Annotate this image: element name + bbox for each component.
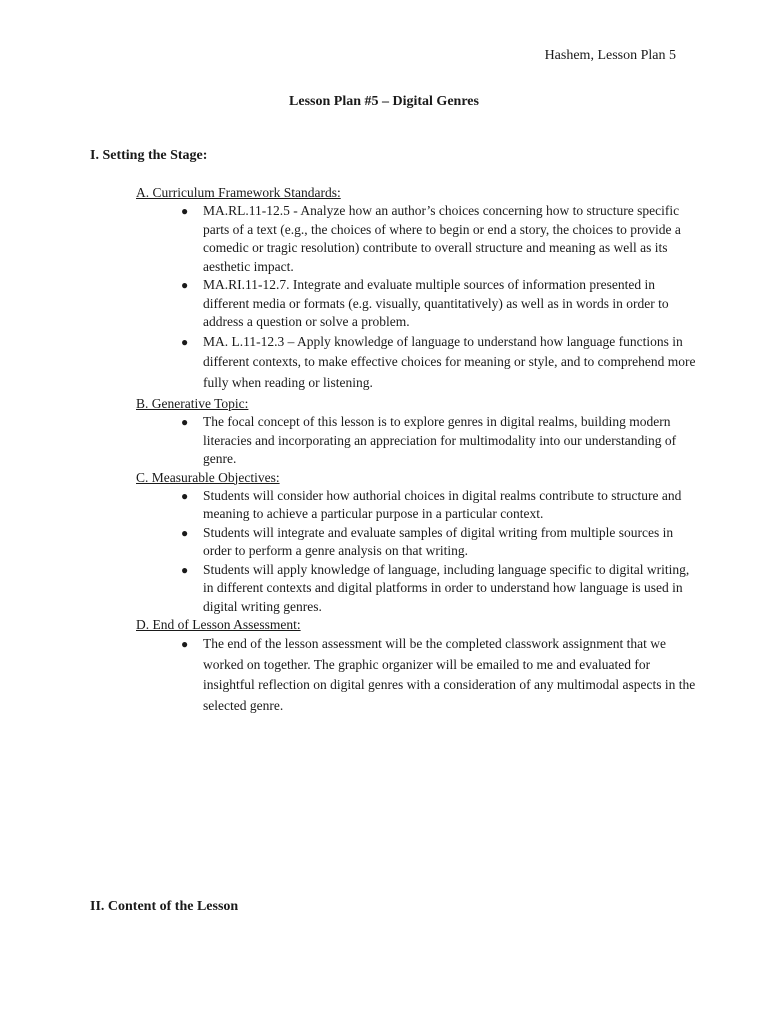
list-item xyxy=(181,332,696,394)
setting-the-stage-body xyxy=(136,184,696,716)
curriculum-standards-list xyxy=(136,202,696,393)
section-heading-content-of-lesson: II. Content of the Lesson xyxy=(90,899,239,914)
subheading-generative-topic: B. Generative Topic: xyxy=(136,396,249,411)
list-item xyxy=(181,524,696,561)
list-item xyxy=(181,202,696,276)
list-item xyxy=(181,413,696,469)
bullet-icon: ● xyxy=(181,637,189,651)
bullet-icon: ● xyxy=(181,525,189,540)
list-item-text: Students will consider how authorial choices in digital realms contribute to structure and meaning to achieve a particular purpose in a particular context. xyxy=(203,487,682,521)
measurable-objectives-list xyxy=(136,487,696,617)
bullet-icon: ● xyxy=(181,278,189,292)
running-head: Hashem, Lesson Plan 5 xyxy=(544,48,676,63)
subheading-curriculum-standards: A. Curriculum Framework Standards: xyxy=(136,185,341,200)
list-item-text: Students will integrate and evaluate samples of digital writing from multiple sources in order to perform a genre analysis on that writing. xyxy=(203,524,674,558)
subheading-end-of-lesson-assessment: D. End of Lesson Assessment: xyxy=(136,617,301,632)
list-item-text: Students will apply knowledge of language, including language specific to digital writing, in different contexts and digital platforms in order to understand how language is used in digital writing genres. xyxy=(203,561,690,614)
assessment-list xyxy=(136,634,696,716)
list-item-text: MA.RI.11-12.7. Integrate and evaluate multiple sources of information presented in different media or formats (e.g. visually, quantitatively) as well as in words in order to address a question or solve a problem. xyxy=(203,277,669,329)
list-item xyxy=(181,561,696,617)
list-item-text: The end of the lesson assessment will be the completed classwork assignment that we worked on together. The graphic organizer will be emailed to me and evaluated for insightful reflection on digital genres with a consideration of any multimodal aspects in the selected genre. xyxy=(203,636,696,713)
list-item xyxy=(181,276,696,332)
list-item-text: MA. L.11-12.3 – Apply knowledge of language to understand how language functions in different contexts, to make effective choices for meaning or style, and to comprehend more fully when reading or listening. xyxy=(203,333,696,390)
list-item-text: The focal concept of this lesson is to explore genres in digital realms, building modern literacies and incorporating an appreciation for multimodality into our understanding of genre. xyxy=(203,414,677,466)
list-item xyxy=(181,487,696,524)
bullet-icon: ● xyxy=(181,415,189,429)
document-title: Lesson Plan #5 – Digital Genres xyxy=(289,94,479,109)
bullet-icon: ● xyxy=(181,562,189,577)
generative-topic-list xyxy=(136,413,696,469)
section-heading-setting-the-stage: I. Setting the Stage: xyxy=(90,148,208,163)
list-item xyxy=(181,634,696,716)
bullet-icon: ● xyxy=(181,204,189,218)
subheading-measurable-objectives: C. Measurable Objectives: xyxy=(136,469,280,485)
bullet-icon: ● xyxy=(181,334,189,349)
list-item-text: MA.RL.11-12.5 - Analyze how an author’s choices concerning how to structure specific parts of a text (e.g., the choices of where to begin or end a story, the choices to provide a comedic or tragic resolution) contribute to overall structure and meaning as well as its aesthetic impact. xyxy=(203,203,681,274)
bullet-icon: ● xyxy=(181,488,189,503)
